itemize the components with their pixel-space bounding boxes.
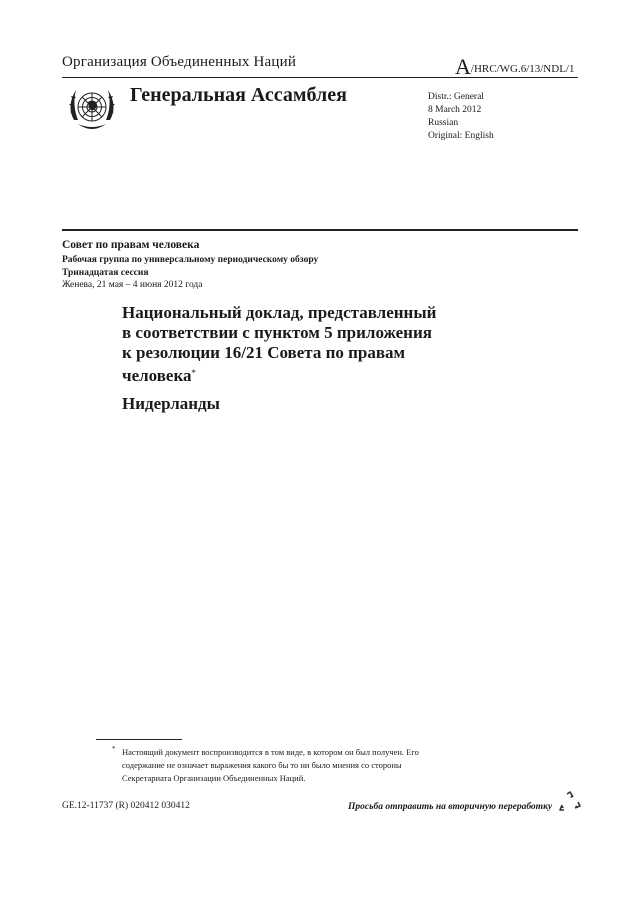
footnote-marker: * [112,745,116,753]
footnote-line: Настоящий документ воспроизводится в том виде, в котором он был получен. Его [122,747,419,757]
title-line-last [122,363,502,386]
recycle-text: Просьба отправить на вторичную переработку [348,802,553,812]
title-line: к резолюции 16/21 Совета по правам [122,343,406,362]
distribution-line: Distr.: General [428,92,484,102]
footnote-rule [96,739,182,740]
distribution-language: Russian [428,118,459,128]
header-rule [62,77,578,78]
body-name: Генеральная Ассамблея [130,84,347,106]
distribution-block [428,91,494,143]
org-name: Организация Объединенных Наций [62,54,297,70]
footnote-line: содержание не означает выражения какого бы то ни было мнения со стороны [122,760,402,770]
working-group: Рабочая группа по универсальному периодическому обзору [62,255,319,265]
council-name: Совет по правам человека [62,239,200,251]
recycle-icon [558,790,582,814]
document-title [122,303,502,386]
footnote-text [122,746,512,785]
venue-dates: Женева, 21 мая – 4 июня 2012 года [62,280,203,290]
footnote-line: Секретариата Организации Объединенных Наций. [122,773,306,783]
title-line: человека [122,366,192,385]
title-line: Национальный доклад, представленный [122,303,437,322]
distribution-original: Original: English [428,131,494,141]
session-name: Тринадцатая сессия [62,268,149,278]
symbol-prefix: A [455,54,471,79]
symbol-rest: /HRC/WG.6/13/NDL/1 [470,63,575,75]
section-rule [62,229,578,231]
title-line: в соответствии с пунктом 5 приложения [122,323,432,342]
country-name: Нидерланды [122,394,220,413]
document-number: GE.12-11737 (R) 020412 030412 [62,801,190,811]
un-emblem-icon [64,82,120,136]
footnote-marker[interactable]: * [191,368,197,378]
distribution-date: 8 March 2012 [428,105,482,115]
